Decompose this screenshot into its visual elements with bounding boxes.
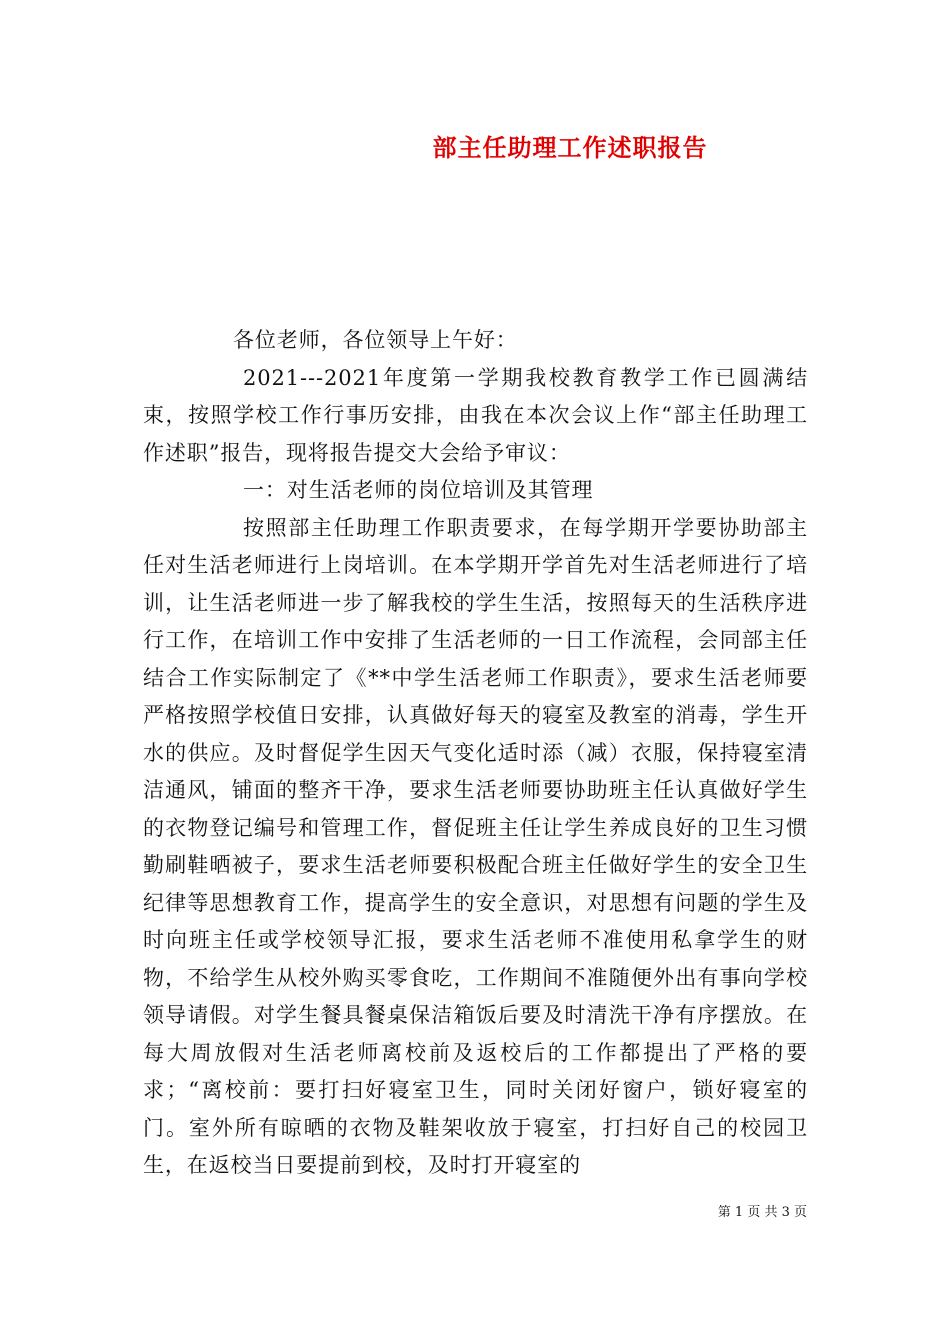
document-title: 部主任助理工作述职报告: [432, 133, 708, 162]
page-indicator: 第 1 页 共 3 页: [717, 1205, 807, 1220]
intro-paragraph: 2021---2021年度第一学期我校教育教学工作已圆满结束，按照学校工作行事历安排，由我在本次会议上作“部主任助理工作述职”报告，现将报告提交大会给予审议：: [143, 365, 808, 465]
document-body: [143, 322, 808, 1185]
greeting-paragraph: 各位老师，各位领导上午好：: [233, 328, 518, 352]
section-heading: 一：对生活老师的岗位培训及其管理: [243, 478, 594, 502]
section-body-paragraph: 按照部主任助理工作职责要求，在每学期开学要协助部主任对生活老师进行上岗培训。在本学期开学首先对生活老师进行了培训，让生活老师进一步了解我校的学生生活，按照每天的生活秩序进行工作，在培训工作中安排了生活老师的一日工作流程，会同部主任结合工作实际制定了《**中学生活老师工作职责》，要求生活老师要严格按照学校值日安排，认真做好每天的寝室及教室的消毒，学生开水的供应。及时督促学生因天气变化适时添（减）衣服，保持寝室清洁通风，铺面的整齐干净，要求生活老师要协助班主任认真做好学生的衣物登记编号和管理工作，督促班主任让学生养成良好的卫生习惯勤刷鞋晒被子，要求生活老师要积极配合班主任做好学生的安全卫生纪律等思想教育工作，提高学生的安全意识，对思想有问题的学生及时向班主任或学校领导汇报，要求生活老师不准使用私拿学生的财物，不给学生从校外购买零食吃，工作期间不准随便外出有事向学校领导请假。对学生餐具餐桌保洁箱饭后要及时清洗干净有序摆放。在每大周放假对生活老师离校前及返校后的工作都提出了严格的要求；“离校前：要打扫好寝室卫生，同时关闭好窗户，锁好寝室的门。室外所有晾晒的衣物及鞋架收放于寝室，打扫好自己的校园卫生，在返校当日要提前到校，及时打开寝室的: [143, 515, 808, 1177]
